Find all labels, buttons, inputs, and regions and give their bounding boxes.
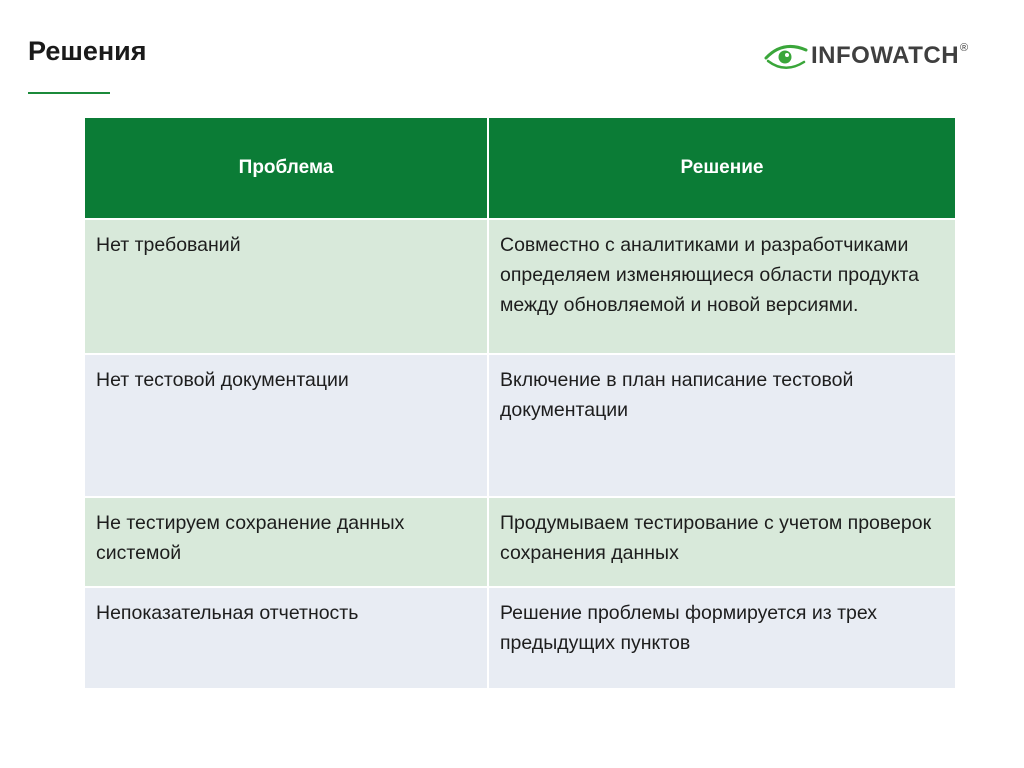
problem-cell: Нет требований: [85, 219, 488, 354]
registered-mark: ®: [960, 42, 969, 54]
solutions-table-container: [85, 118, 955, 690]
table-row: [85, 219, 955, 354]
header-solution: Решение: [488, 118, 955, 219]
table-row: [85, 497, 955, 587]
problem-cell: Не тестируем сохранение данных системой: [85, 497, 488, 587]
problem-cell: Нет тестовой документации: [85, 354, 488, 497]
eye-logo-icon: [763, 36, 809, 76]
header-problem: Проблема: [85, 118, 488, 219]
slide-title: Решения: [28, 36, 147, 66]
solution-cell: Включение в план написание тестовой документации: [488, 354, 955, 497]
problem-cell: Непоказательная отчетность: [85, 587, 488, 689]
solution-cell: Совместно с аналитиками и разработчиками определяем изменяющиеся области продукта между обновляемой и новой версиями.: [488, 219, 955, 354]
logo-text: INFOWATCH: [811, 42, 960, 69]
solution-cell: Решение проблемы формируется из трех предыдущих пунктов: [488, 587, 955, 689]
solutions-table: [85, 118, 955, 690]
infowatch-logo: [763, 36, 983, 76]
solution-cell: Продумываем тестирование с учетом проверок сохранения данных: [488, 497, 955, 587]
table-row: [85, 354, 955, 497]
table-row: [85, 587, 955, 689]
title-underline: [28, 92, 110, 94]
table-header-row: [85, 118, 955, 219]
